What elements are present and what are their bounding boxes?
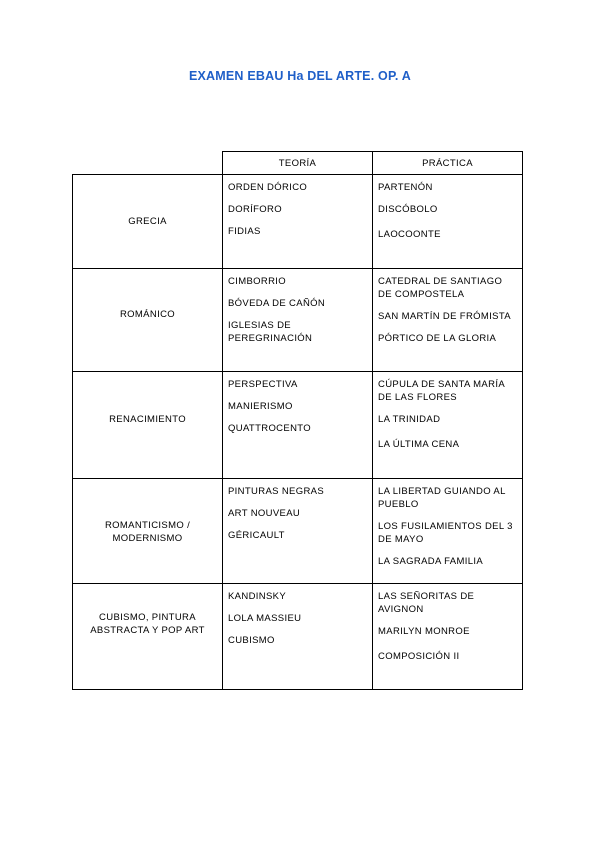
- period-label: ROMÁNICO: [119, 309, 176, 320]
- period-cell: [73, 372, 223, 479]
- list-item: SAN MARTÍN DE FRÓMISTA: [378, 311, 511, 322]
- table-row: [73, 269, 523, 372]
- list-item: GÉRICAULT: [228, 530, 285, 541]
- period-cell: [73, 269, 223, 372]
- list-item: LAOCOONTE: [378, 229, 441, 240]
- list-item: LA LIBERTAD GUIANDO AL PUEBLO: [378, 486, 506, 510]
- header-practice: PRÁCTICA: [373, 152, 523, 175]
- practice-cell: [373, 175, 523, 269]
- list-item: ORDEN DÓRICO: [228, 182, 308, 193]
- period-label: GRECIA: [128, 216, 167, 227]
- table-row: [73, 584, 523, 690]
- table-row: [73, 372, 523, 479]
- period-cell: [73, 584, 223, 690]
- theory-cell: [223, 584, 373, 690]
- list-item: DORÍFORO: [228, 204, 282, 215]
- theory-cell: [223, 372, 373, 479]
- practice-cell: [373, 269, 523, 372]
- list-item: LOLA MASSIEU: [228, 613, 302, 624]
- list-item: LA SAGRADA FAMILIA: [378, 556, 484, 567]
- list-item: CATEDRAL DE SANTIAGO DE COMPOSTELA: [378, 276, 503, 300]
- list-item: PARTENÓN: [378, 182, 433, 193]
- list-item: PINTURAS NEGRAS: [228, 486, 325, 497]
- practice-cell: [373, 372, 523, 479]
- list-item: BÓVEDA DE CAÑÓN: [228, 298, 326, 309]
- list-item: MANIERISMO: [228, 401, 293, 412]
- list-item: CÚPULA DE SANTA MARÍA DE LAS FLORES: [378, 379, 505, 403]
- list-item: ART NOUVEAU: [228, 508, 301, 519]
- theory-cell: [223, 269, 373, 372]
- header-theory: TEORÍA: [223, 152, 373, 175]
- period-cell: [73, 479, 223, 584]
- list-item: LA ÚLTIMA CENA: [378, 439, 460, 450]
- list-item: QUATTROCENTO: [228, 423, 312, 434]
- list-item: PÓRTICO DE LA GLORIA: [378, 333, 497, 344]
- period-label: RENACIMIENTO: [109, 414, 186, 425]
- header-blank-cell: [73, 152, 223, 175]
- list-item: DISCÓBOLO: [378, 204, 438, 215]
- list-item: MARILYN MONROE: [378, 626, 470, 637]
- list-item: LA TRINIDAD: [378, 414, 441, 425]
- list-item: FIDIAS: [228, 226, 261, 237]
- list-item: PERSPECTIVA: [228, 379, 298, 390]
- table-row: [73, 175, 523, 269]
- practice-cell: [373, 584, 523, 690]
- practice-cell: [373, 479, 523, 584]
- exam-table: [72, 151, 523, 690]
- list-item: LOS FUSILAMIENTOS DEL 3 DE MAYO: [378, 521, 513, 545]
- list-item: COMPOSICIÓN II: [378, 651, 460, 662]
- period-label: CUBISMO, PINTURA ABSTRACTA Y POP ART: [90, 612, 205, 636]
- list-item: LAS SEÑORITAS DE AVIGNON: [378, 591, 475, 615]
- table-header-row: [73, 152, 523, 175]
- table-row: [73, 479, 523, 584]
- theory-cell: [223, 175, 373, 269]
- list-item: CIMBORRIO: [228, 276, 287, 287]
- period-label: ROMANTICISMO / MODERNISMO: [104, 520, 191, 544]
- list-item: CUBISMO: [228, 635, 275, 646]
- period-cell: [73, 175, 223, 269]
- list-item: IGLESIAS DE PEREGRINACIÓN: [228, 320, 313, 344]
- theory-cell: [223, 479, 373, 584]
- page-title: EXAMEN EBAU Ha DEL ARTE. OP. A: [188, 69, 411, 83]
- list-item: KANDINSKY: [228, 591, 287, 602]
